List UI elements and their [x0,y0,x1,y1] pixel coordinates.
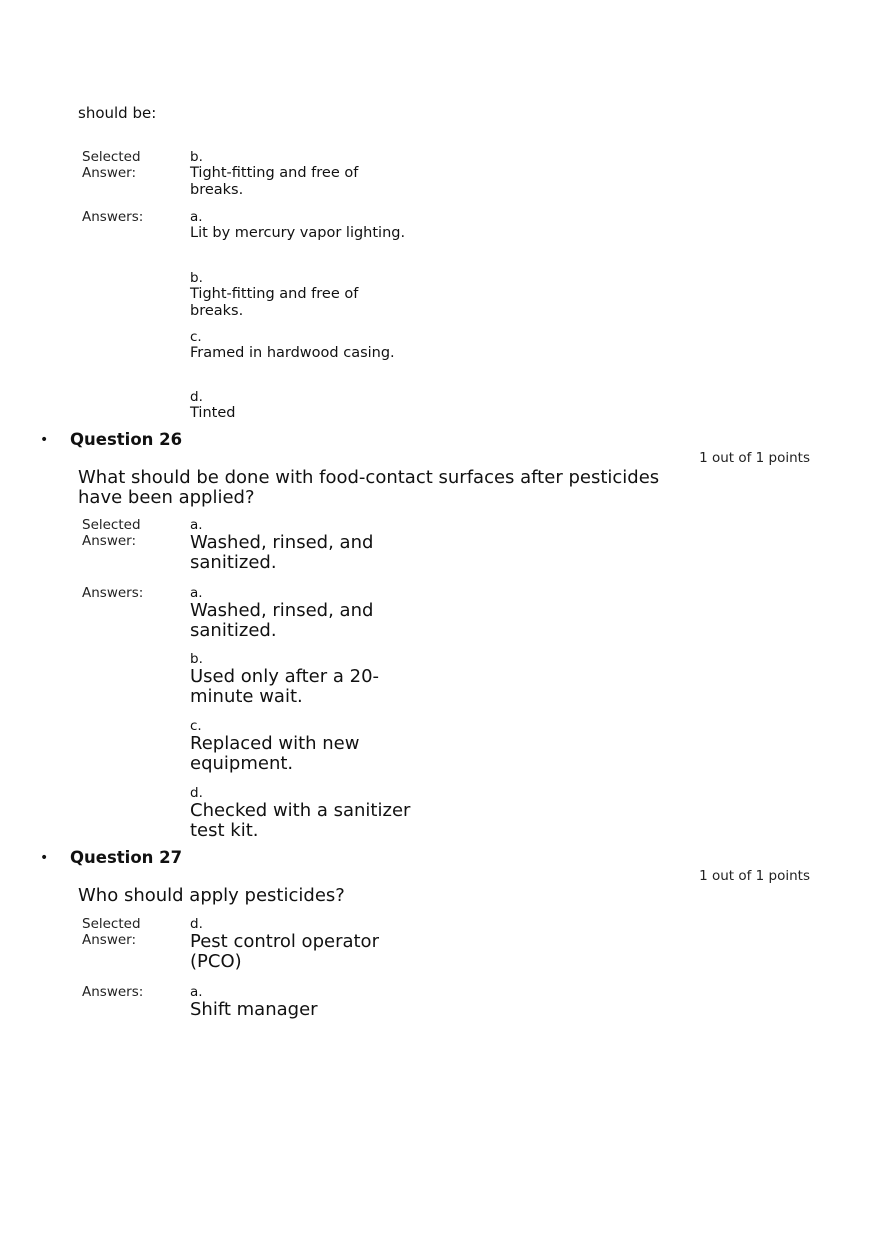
option-text: Used only after a 20-minute wait. [190,666,380,707]
option-text: Replaced with new equipment. [190,733,360,774]
q27-selected-answer [190,916,415,972]
option-text: Tight-fitting and free of breaks. [190,286,359,319]
option-letter: a. [190,585,203,601]
question-26-header [40,430,820,450]
q25-answer-option-c [190,329,415,362]
q26-selected-answer [190,517,415,573]
option-text: Checked with a sanitizer test kit. [190,800,411,841]
q27-selected-answer-label: Selected Answer: [82,916,141,948]
option-text: Lit by mercury vapor lighting. [190,225,406,241]
q26-answer-option-c [190,718,415,774]
option-text: Washed, rinsed, and sanitized. [190,600,374,641]
q26-points: 1 out of 1 points [699,450,810,466]
question-27-stem: Who should apply pesticides? [78,885,345,906]
option-letter: d. [190,389,203,405]
option-text: Washed, rinsed, and sanitized. [190,532,374,573]
question-25-stem-tail: should be: [78,104,157,122]
question-27-header [40,848,820,868]
option-letter: b. [190,270,203,286]
q26-answer-option-b [190,651,415,707]
question-title: Question 27 [70,848,183,867]
q26-answer-option-d [190,785,415,841]
option-letter: c. [190,718,202,734]
q25-selected-answer [190,149,415,198]
q27-points: 1 out of 1 points [699,868,810,884]
option-letter: d. [190,916,203,932]
q25-answers-label: Answers: [82,209,144,225]
option-letter: a. [190,517,203,533]
q25-selected-answer-label: Selected Answer: [82,149,141,181]
q26-selected-answer-label: Selected Answer: [82,517,141,549]
option-letter: b. [190,651,203,667]
option-text: Framed in hardwood casing. [190,345,395,361]
q25-answer-option-a [190,209,415,242]
q26-answer-option-a [190,585,415,641]
q27-answer-option-a [190,984,415,1020]
bullet-icon: • [40,432,49,448]
option-text: Tight-fitting and free of breaks. [190,165,359,198]
q25-answer-option-b [190,270,415,319]
q25-answer-option-d [190,389,415,422]
question-title: Question 26 [70,430,183,449]
option-text: Shift manager [190,999,318,1020]
bullet-icon: • [40,850,49,866]
option-letter: d. [190,785,203,801]
option-letter: a. [190,209,203,225]
option-text: Pest control operator (PCO) [190,931,379,972]
option-letter: c. [190,329,202,345]
q27-answers-label: Answers: [82,984,144,1000]
option-text: Tinted [190,405,236,421]
question-26-stem: What should be done with food-contact surfaces after pesticides have been applied? [78,467,660,508]
option-letter: b. [190,149,203,165]
option-letter: a. [190,984,203,1000]
q26-answers-label: Answers: [82,585,144,601]
